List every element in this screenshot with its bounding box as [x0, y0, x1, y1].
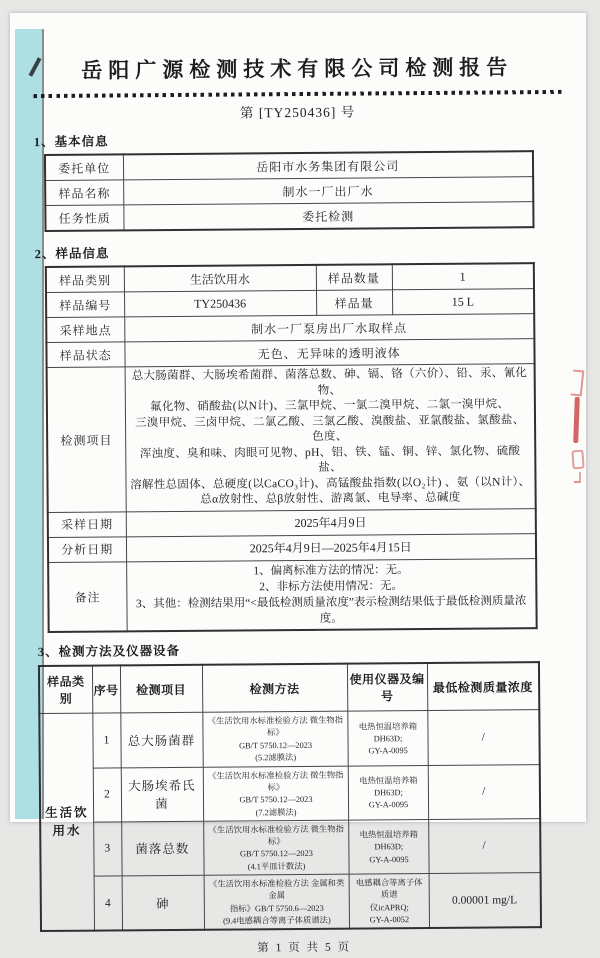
method-line: 指标》GB/T 5750.6—2023 [229, 902, 324, 914]
remark-line: 3、其他：检测结果用“<最低检测质量浓度”表示检测结果低于最低检测质量浓度。 [135, 595, 527, 626]
remark-line: 1、偏离标准方法的情况：无。 [253, 564, 409, 578]
row-value: 1 [392, 263, 534, 290]
detection-limit: / [427, 710, 539, 765]
test-item: 总大肠菌群 [120, 713, 202, 768]
row-label: 样品名称 [45, 180, 123, 206]
method-cell [204, 874, 349, 930]
test-items-line: 溶解性总固体、总硬度(以CaCO₃计)、高锰酸盐指数(以O₂计) 、氨（以N计）、 [130, 476, 531, 492]
test-item: 菌落总数 [121, 821, 203, 876]
row-value: 制水一厂泵房出厂水取样点 [124, 314, 534, 342]
test-items-line: 浑浊度、臭和味、肉眼可见物、pH、铝、铁、锰、铜、锌、氯化物、硫酸盐、 [139, 445, 521, 475]
row-label: 采样地点 [46, 317, 124, 343]
row-value: 2025年4月9日 [126, 509, 536, 537]
row-label: 样品数量 [316, 265, 392, 291]
instrument-line: GY-A-0095 [368, 799, 408, 810]
sample-info-table [45, 262, 538, 633]
method-line: (4.1平皿计数法) [247, 860, 305, 872]
row-label: 样品状态 [46, 342, 124, 368]
document-page [10, 13, 586, 955]
method-line: (5.2滤膜法) [254, 752, 296, 763]
column-header: 检测项目 [120, 665, 202, 713]
test-item: 大肠埃希氏菌 [121, 767, 203, 822]
column-header: 检测方法 [202, 664, 347, 713]
row-number: 3 [93, 822, 121, 876]
row-value: 委托检测 [123, 202, 533, 231]
table-row [46, 339, 534, 368]
row-label: 检测项目 [47, 367, 126, 512]
method-cell [203, 820, 348, 875]
method-line: (7.2滤膜法) [255, 806, 297, 817]
table-row [40, 818, 540, 876]
method-line: 《生活饮用水标准检验方法 微生物指标》 [207, 715, 343, 738]
table-row [40, 764, 540, 822]
table-row [46, 314, 534, 343]
row-value: 2025年4月9日—2025年4月15日 [126, 534, 536, 562]
instrument-line: 电热恒温培养箱 [358, 774, 418, 786]
column-header: 序号 [92, 666, 120, 714]
table-row [45, 177, 533, 206]
table-row [48, 534, 536, 563]
detection-limit: / [428, 818, 540, 873]
sample-category-cell: 生活饮用水 [39, 713, 94, 931]
table-row [46, 263, 534, 292]
row-label: 委托单位 [45, 155, 123, 181]
row-label: 样品量 [316, 290, 392, 316]
table-row [46, 289, 534, 318]
row-number: 2 [93, 768, 121, 822]
table-row [39, 710, 539, 768]
instrument-line: GY-A-0052 [369, 914, 409, 925]
method-cell [203, 766, 348, 821]
test-items-line: 氟化物、硝酸盐(以N计)、三氯甲烷、一氯二溴甲烷、二氯一溴甲烷、 [150, 398, 510, 414]
instrument-cell [348, 765, 428, 820]
section3-heading: 3、检测方法及仪器设备 [37, 644, 181, 660]
instrument-line: GY-A-0095 [367, 745, 408, 756]
column-header: 使用仪器及编号 [347, 663, 427, 711]
table-row [45, 202, 533, 231]
row-number: 1 [92, 713, 120, 767]
page-footer: 第 1 页 共 5 页 [257, 941, 352, 955]
row-label: 采样日期 [48, 512, 126, 538]
basic-info-table [44, 150, 535, 232]
table-row [45, 151, 533, 180]
row-value: 生活饮用水 [124, 265, 316, 292]
method-cell [202, 711, 347, 766]
row-value: 无色、无异味的透明液体 [124, 339, 534, 367]
row-label: 备注 [48, 562, 127, 632]
instrument-line: 电热恒温培养箱 [358, 720, 417, 731]
row-value: 制水一厂出厂水 [123, 177, 533, 205]
row-label: 样品类别 [46, 267, 124, 293]
remarks-value [126, 559, 537, 632]
scanned-content [7, 11, 589, 955]
section2-heading: 2、样品信息 [34, 246, 110, 262]
instrument-line: DH63D; [373, 787, 403, 798]
row-number: 4 [94, 876, 122, 931]
table-row [47, 364, 536, 512]
instrument-line: DH63D; [373, 841, 403, 852]
detection-limit: / [428, 764, 540, 819]
row-value: TY250436 [124, 291, 316, 318]
table-row [48, 559, 537, 633]
instrument-cell [347, 711, 427, 766]
instrument-line: DH63D; [373, 733, 402, 744]
column-header: 最低检测质量浓度 [427, 662, 539, 710]
method-line: GB/T 5750.12—2023 [238, 794, 313, 805]
method-line: (9.4电感耦合等离子体质谱法) [222, 914, 331, 926]
row-value: 岳阳市水务集团有限公司 [123, 151, 533, 180]
test-items-line: 三溴甲烷、三卤甲烷、二氯乙酸、三氯乙酸、溴酸盐、亚氯酸盐、氯酸盐、色度、 [135, 414, 525, 444]
section1-heading: 1、基本信息 [33, 134, 109, 150]
table-row [41, 873, 541, 932]
test-items-line: 总大肠菌群、大肠埃希菌群、菌落总数、砷、镉、铬（六价）、铅、汞、氰化物、 [131, 367, 528, 397]
instrument-line: 仪icAPRQ; [369, 901, 409, 913]
row-label: 样品编号 [46, 292, 124, 318]
dotted-divider [33, 90, 561, 98]
method-line: 《生活饮用水标准检验方法 微生物指标》 [207, 769, 344, 792]
report-title: 岳阳广源检测技术有限公司检测报告 [81, 55, 514, 83]
instrument-cell [349, 874, 429, 929]
detection-limit: 0.00001 mg/L [429, 873, 541, 929]
method-line: GB/T 5750.12—2023 [239, 848, 313, 859]
method-line: 《生活饮用水标准检验方法 微生物指标》 [207, 823, 344, 847]
table-row [48, 509, 536, 538]
instrument-line: 电感耦合等离子体质谱 [355, 877, 423, 900]
row-label: 任务性质 [45, 205, 123, 231]
instrument-line: 电热恒温培养箱 [359, 829, 418, 840]
report-number: 第 [TY250436] 号 [239, 104, 356, 121]
row-value: 15 L [392, 289, 534, 315]
table-header-row [39, 662, 539, 713]
test-items-line: 总α放射性、总β放射性、游离氯、电导率、总碱度 [200, 492, 461, 507]
method-line: GB/T 5750.12—2023 [238, 739, 312, 751]
test-items-value [125, 364, 536, 512]
methods-instruments-table [38, 661, 542, 932]
instrument-cell [348, 819, 428, 874]
test-item: 砷 [122, 875, 204, 930]
row-label: 分析日期 [48, 537, 126, 563]
remark-line: 2、非标方法使用情况：无。 [259, 580, 404, 594]
method-line: 《生活饮用水标准检验方法 金属和类金属 [208, 877, 344, 901]
column-header: 样品类别 [39, 666, 92, 714]
instrument-line: GY-A-0095 [368, 853, 409, 865]
